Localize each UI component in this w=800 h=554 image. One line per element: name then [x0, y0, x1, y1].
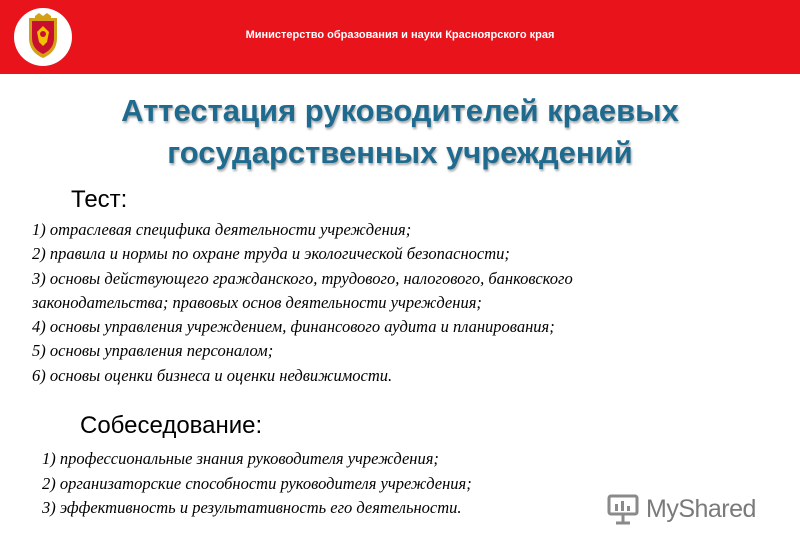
- watermark-text: MyShared: [646, 494, 756, 523]
- page-title-line-2: государственных учреждений: [167, 135, 633, 170]
- interview-heading: Собеседование:: [80, 412, 263, 439]
- list-item: 3) основы действующего гражданского, трудового, налогового, банковского: [32, 268, 573, 288]
- list-item: 5) основы управления персоналом;: [32, 341, 274, 361]
- list-item: 1) профессиональные знания руководителя учреждения;: [42, 449, 439, 468]
- list-item: законодательства; правовых основ деятельности учреждения;: [32, 292, 482, 312]
- test-heading: Тест:: [71, 186, 128, 213]
- presentation-board-icon: [606, 492, 640, 526]
- myshared-watermark[interactable]: [606, 490, 771, 528]
- list-item: 2) правила и нормы по охране труда и экологической безопасности;: [32, 244, 510, 264]
- ministry-title: Министерство образования и науки Красноярского края: [245, 29, 555, 41]
- list-item: 4) основы управления учреждением, финансового аудита и планирования;: [32, 317, 555, 337]
- list-item: 6) основы оценки бизнеса и оценки недвижимости.: [32, 365, 393, 385]
- page-title: [0, 90, 800, 174]
- list-item: 2) организаторские способности руководителя учреждения;: [42, 473, 472, 493]
- header-bar: [0, 0, 800, 74]
- list-item: 3) эффективность и результативность его деятельности.: [42, 498, 462, 517]
- page-title-line-1: Аттестация руководителей краевых: [121, 93, 679, 128]
- test-list: [32, 218, 573, 388]
- list-item: 1) отраслевая специфика деятельности учреждения;: [32, 220, 412, 239]
- interview-list: [42, 447, 472, 521]
